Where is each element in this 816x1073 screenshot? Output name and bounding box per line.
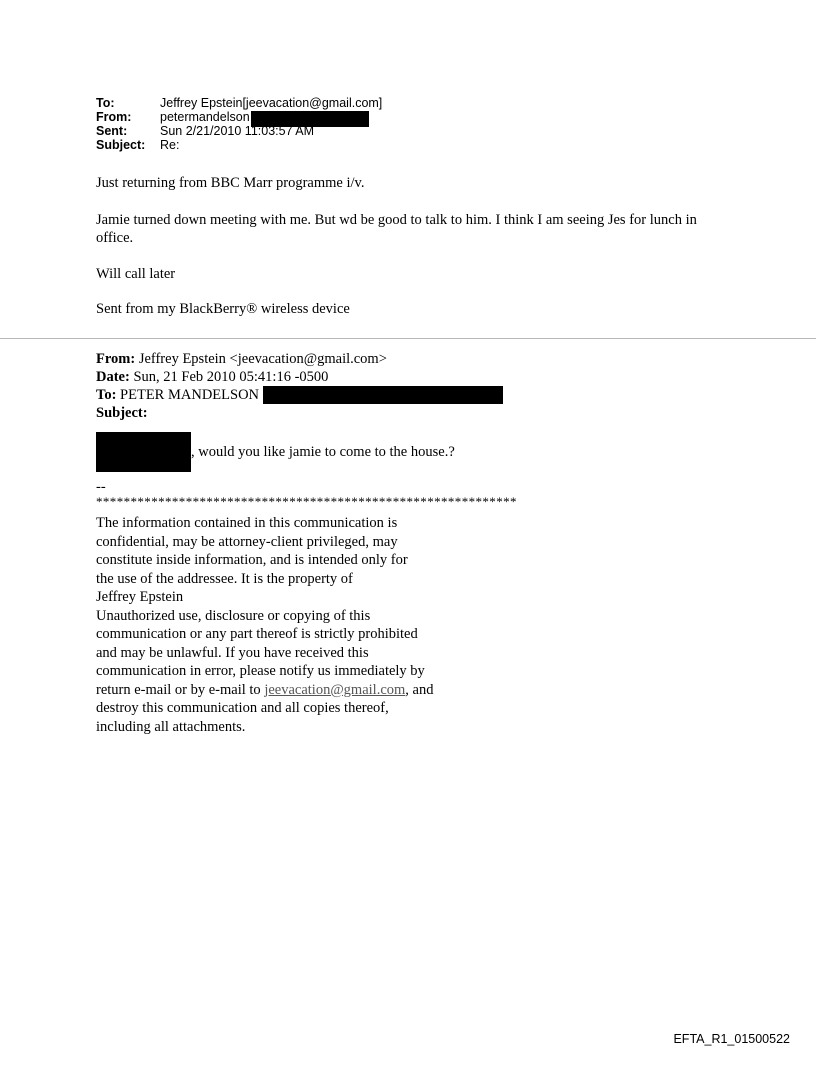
email-header [96,96,382,152]
header-to-value: Jeffrey Epstein[jeevacation@gmail.com] [160,96,383,110]
quoted-date-row [96,368,503,386]
header-from-row [96,110,382,124]
quoted-to-row [96,386,503,404]
reply-signature: Sent from my BlackBerry® wireless device [96,301,350,317]
return-prefix: return e-mail or by e-mail to [96,681,265,698]
header-from-label: From: [96,110,132,124]
disclaimer-line: and may be unlawful. If you have received this [96,644,369,661]
disclaimer-line: including all attachments. [96,718,246,735]
quoted-to-label: To: [96,387,117,403]
quoted-to-value: PETER MANDELSON [120,387,260,403]
disclaimer-line: Jeffrey Epstein [96,589,184,605]
header-to-label: To: [96,96,115,110]
reply-paragraph-3: Will call later [96,266,176,282]
reply-paragraph-2: Jamie turned down meeting with me. But wd be good to talk to him. I think I am seeing Jes for lunch in office. [96,212,697,246]
disclaimer [96,514,516,736]
quoted-message-text: , would you like jamie to come to the house.? [191,443,455,460]
header-subject-row [96,138,382,152]
quoted-header [96,350,503,422]
header-to-row [96,96,382,110]
quoted-date-value: Sun, 21 Feb 2010 05:41:16 -0500 [133,369,329,385]
disclaimer-line: communication or any part thereof is strictly prohibited [96,626,418,642]
disclaimer-line: the use of the addressee. It is the property of [96,570,353,587]
disclaimer-line-with-link [96,681,516,700]
quoted-message-line [96,432,455,472]
asterisk-line: ************************************************************* [96,494,517,509]
header-sent-label: Sent: [96,124,128,138]
quoted-from-label: From: [96,351,136,367]
disclaimer-line: Unauthorized use, disclosure or copying of this [96,607,371,624]
quoted-from-value: Jeffrey Epstein <jeevacation@gmail.com> [138,351,387,367]
quoted-from-row [96,350,503,368]
message-divider [0,338,816,339]
quoted-subject-label: Subject: [96,405,148,421]
disclaimer-line: communication in error, please notify us immediately by [96,663,425,679]
return-suffix: , and [405,681,434,698]
header-from-value: petermandelson [160,110,250,124]
disclaimer-line: constitute inside information, and is intended only for [96,552,408,568]
header-subject-value: Re: [160,138,180,152]
document-id: EFTA_R1_01500522 [673,1032,790,1046]
header-sent-value: Sun 2/21/2010 11:03:57 AM [160,124,315,138]
redaction-box [96,432,191,472]
disclaimer-line: confidential, may be attorney-client privileged, may [96,533,398,550]
signature-separator: -- [96,479,106,495]
email-link[interactable]: jeevacation@gmail.com [264,681,406,698]
header-subject-label: Subject: [96,138,146,152]
quoted-subject-row [96,404,503,422]
disclaimer-line: destroy this communication and all copies thereof, [96,700,389,716]
reply-paragraph-1: Just returning from BBC Marr programme i/v. [96,175,365,191]
disclaimer-line: The information contained in this communication is [96,515,398,531]
quoted-date-label: Date: [96,369,130,385]
redaction-box [263,386,503,404]
